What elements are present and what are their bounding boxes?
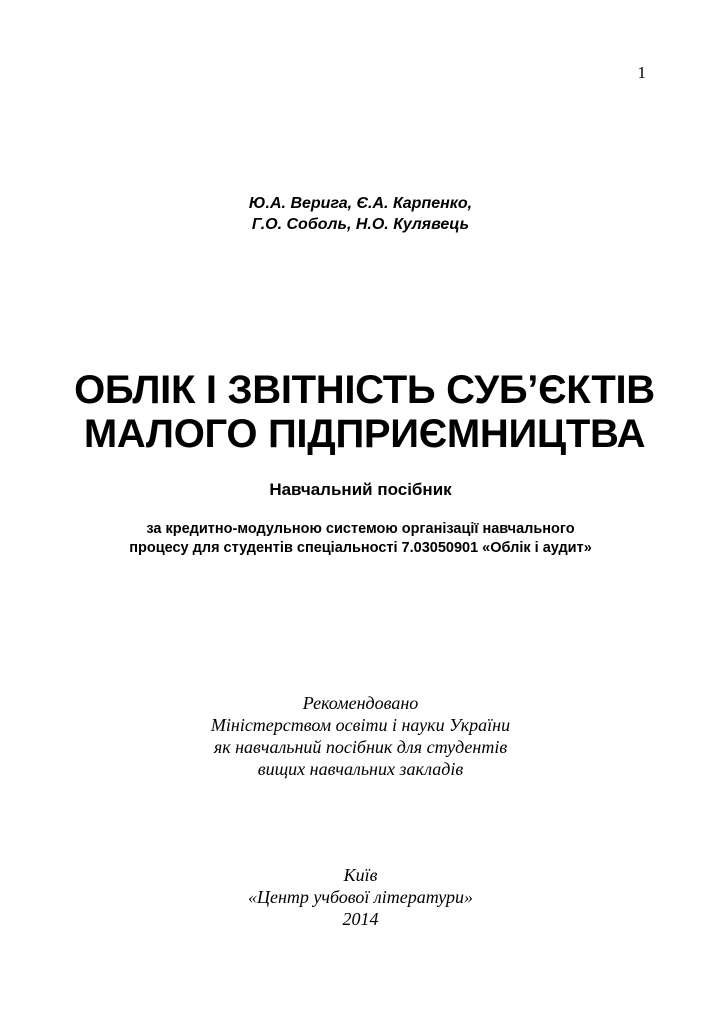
publisher-name: «Центр учбової літератури» xyxy=(247,887,474,907)
description-line-1: за кредитно-модульною системою організації навчального xyxy=(146,521,575,537)
recommendation-line-2: Міністерством освіти і науки України xyxy=(210,715,511,735)
book-title xyxy=(4,368,721,456)
book-title-line-1: ОБЛІК І ЗВІТНІСТЬ СУБ’ЄКТІВ xyxy=(74,368,655,412)
book-title-line-2: МАЛОГО ПІДПРИЄМНИЦТВА xyxy=(83,412,646,456)
recommendation-line-4: вищих навчальних закладів xyxy=(257,759,464,779)
authors-line-2: Г.О. Соболь, Н.О. Кулявець xyxy=(251,216,470,233)
publisher-info xyxy=(0,864,721,930)
recommendation-line-1: Рекомендовано xyxy=(302,693,419,713)
publisher-city: Київ xyxy=(343,865,378,885)
description-line-2: процесу для студентів спеціальності 7.03050901 «Облік і аудит» xyxy=(129,540,592,556)
recommendation xyxy=(0,692,721,780)
authors-line-1: Ю.А. Верига, Є.А. Карпенко, xyxy=(248,195,473,212)
authors xyxy=(0,193,721,235)
book-subtitle: Навчальний посібник xyxy=(269,480,452,499)
book-description xyxy=(0,520,721,558)
page-number: 1 xyxy=(637,63,646,82)
recommendation-line-3: як навчальний посібник для студентів xyxy=(213,737,508,757)
publication-year: 2014 xyxy=(342,909,379,929)
